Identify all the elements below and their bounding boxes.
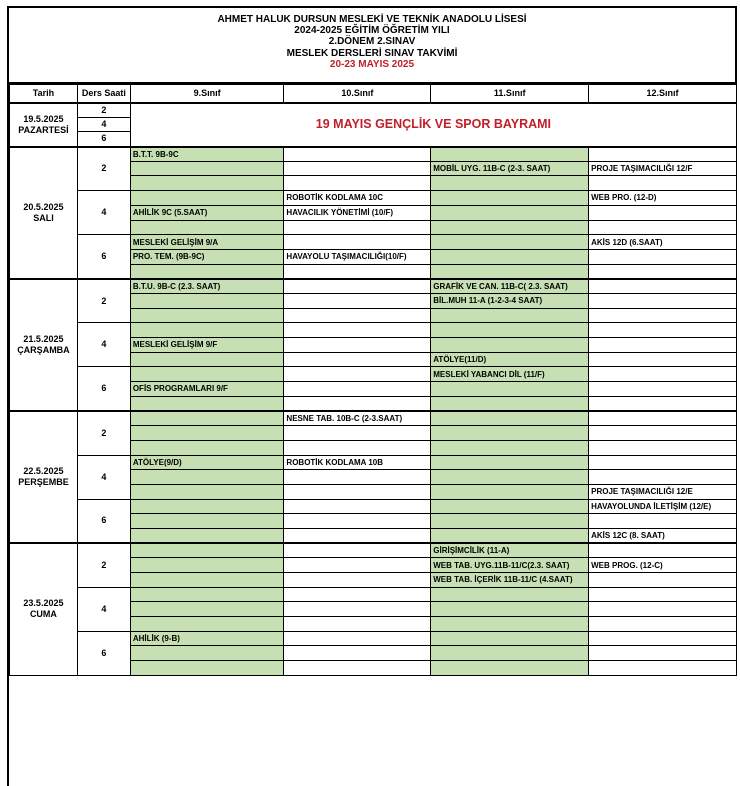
table-row <box>10 147 737 162</box>
exam-cell <box>431 631 589 646</box>
holiday-label: 19 MAYIS GENÇLİK VE SPOR BAYRAMI <box>130 103 736 147</box>
exam-cell <box>130 587 284 602</box>
exam-cell <box>284 528 431 543</box>
exam-cell <box>589 338 737 353</box>
lesson-hour-cell: 6 <box>77 235 130 279</box>
exam-cell: NESNE TAB. 10B-C (2-3.SAAT) <box>284 411 431 426</box>
exam-schedule-sheet <box>7 6 737 786</box>
column-header: 12.Sınıf <box>589 85 737 103</box>
exam-cell <box>589 205 737 220</box>
exam-cell <box>589 293 737 308</box>
exam-cell: GİRİŞİMCİLİK (11-A) <box>431 543 589 558</box>
exam-cell <box>589 661 737 676</box>
exam-cell <box>589 646 737 661</box>
day-name: CUMA <box>29 609 57 620</box>
exam-cell <box>431 514 589 529</box>
exam-cell <box>589 264 737 279</box>
exam-cell: AKİS 12C (8. SAAT) <box>589 528 737 543</box>
day-name: SALI <box>33 212 54 223</box>
exam-cell <box>589 455 737 470</box>
exam-cell <box>589 279 737 294</box>
date-cell <box>10 543 78 675</box>
lesson-hour-cell: 6 <box>77 367 130 411</box>
exam-cell <box>589 308 737 323</box>
exam-cell <box>589 323 737 338</box>
exam-cell <box>431 396 589 411</box>
exam-cell <box>130 528 284 543</box>
lesson-hour-cell: 4 <box>77 191 130 235</box>
exam-cell <box>431 382 589 397</box>
day-name: PERŞEMBE <box>18 477 69 488</box>
exam-cell <box>589 573 737 588</box>
exam-cell: AHİLİK (9-B) <box>130 631 284 646</box>
exam-cell <box>284 440 431 455</box>
exam-cell <box>589 352 737 367</box>
date-value: 22.5.2025 <box>23 466 64 477</box>
table-row <box>10 631 737 646</box>
exam-cell <box>284 264 431 279</box>
date-value: 21.5.2025 <box>23 333 64 344</box>
exam-cell <box>130 426 284 441</box>
date-cell <box>10 147 78 279</box>
exam-cell: AHİLİK 9C (5.SAAT) <box>130 205 284 220</box>
lesson-hour-cell: 4 <box>77 323 130 367</box>
exam-cell <box>589 631 737 646</box>
exam-cell <box>130 308 284 323</box>
column-header: Ders Saati <box>77 85 130 103</box>
exam-cell <box>284 631 431 646</box>
exam-cell <box>284 352 431 367</box>
exam-cell <box>431 470 589 485</box>
exam-cell <box>284 602 431 617</box>
exam-cell <box>130 176 284 191</box>
exam-cell <box>130 293 284 308</box>
exam-cell <box>589 411 737 426</box>
exam-cell <box>130 499 284 514</box>
exam-cell <box>284 470 431 485</box>
exam-cell <box>130 440 284 455</box>
column-header: Tarih <box>10 85 78 103</box>
exam-cell <box>284 587 431 602</box>
exam-cell: B.T.T. 9B-9C <box>130 147 284 162</box>
exam-cell <box>284 396 431 411</box>
exam-cell <box>284 426 431 441</box>
exam-cell <box>284 558 431 573</box>
exam-cell <box>431 499 589 514</box>
exam-cell <box>589 396 737 411</box>
exam-cell <box>589 514 737 529</box>
column-header: 11.Sınıf <box>431 85 589 103</box>
exam-cell <box>431 484 589 499</box>
exam-cell <box>431 646 589 661</box>
exam-cell <box>284 367 431 382</box>
exam-cell: GRAFİK VE CAN. 11B-C( 2.3. SAAT) <box>431 279 589 294</box>
schedule-header <box>9 8 737 84</box>
exam-dates: 20-23 MAYIS 2025 <box>329 58 415 70</box>
exam-cell: MESLEKİ YABANCI DİL (11/F) <box>431 367 589 382</box>
exam-cell: PROJE TAŞIMACILIĞI 12/F <box>589 161 737 176</box>
exam-cell <box>130 264 284 279</box>
day-name: PAZARTESİ <box>18 124 69 135</box>
exam-cell <box>130 161 284 176</box>
exam-cell <box>130 191 284 206</box>
exam-cell <box>431 147 589 162</box>
exam-cell <box>431 205 589 220</box>
exam-cell <box>130 470 284 485</box>
table-row <box>10 455 737 470</box>
exam-cell <box>589 440 737 455</box>
exam-cell <box>284 279 431 294</box>
exam-cell: WEB PROG. (12-C) <box>589 558 737 573</box>
lesson-hour-cell: 2 <box>77 103 130 118</box>
exam-cell <box>284 323 431 338</box>
lesson-hour-cell: 6 <box>77 631 130 675</box>
exam-cell <box>284 573 431 588</box>
exam-cell <box>431 323 589 338</box>
exam-cell <box>431 191 589 206</box>
lesson-hour-cell: 2 <box>77 279 130 323</box>
date-value: 19.5.2025 <box>23 113 64 124</box>
exam-cell <box>130 602 284 617</box>
exam-cell: WEB PRO. (12-D) <box>589 191 737 206</box>
exam-cell <box>284 338 431 353</box>
exam-cell <box>284 646 431 661</box>
exam-cell <box>284 543 431 558</box>
exam-cell <box>284 293 431 308</box>
exam-cell <box>284 147 431 162</box>
lesson-hour-cell: 6 <box>77 132 130 147</box>
table-row <box>10 587 737 602</box>
exam-cell <box>431 617 589 632</box>
exam-cell <box>284 161 431 176</box>
lesson-hour-cell: 4 <box>77 587 130 631</box>
exam-cell <box>431 264 589 279</box>
school-name: AHMET HALUK DURSUN MESLEKİ VE TEKNİK ANADOLU LİSESİ <box>217 14 527 25</box>
exam-cell: MOBİL UYG. 11B-C (2-3. SAAT) <box>431 161 589 176</box>
exam-cell: ATÖLYE(11/D) <box>431 352 589 367</box>
exam-cell: MESLEKİ GELİŞİM 9/A <box>130 235 284 250</box>
exam-cell <box>284 661 431 676</box>
schedule-table <box>9 84 737 676</box>
exam-cell <box>284 235 431 250</box>
exam-cell <box>284 382 431 397</box>
exam-cell: PROJE TAŞIMACILIĞI 12/E <box>589 484 737 499</box>
exam-cell <box>284 308 431 323</box>
schedule-title: MESLEK DERSLERİ SINAV TAKVİMİ <box>286 47 458 59</box>
exam-cell <box>431 587 589 602</box>
exam-cell: PRO. TEM. (9B-9C) <box>130 249 284 264</box>
column-header: 10.Sınıf <box>284 85 431 103</box>
exam-cell <box>589 176 737 191</box>
exam-cell <box>589 147 737 162</box>
exam-cell <box>589 249 737 264</box>
exam-cell <box>130 220 284 235</box>
lesson-hour-cell: 6 <box>77 499 130 543</box>
exam-cell <box>284 220 431 235</box>
exam-cell <box>130 367 284 382</box>
exam-cell <box>431 338 589 353</box>
exam-cell: MESLEKİ GELİŞİM 9/F <box>130 338 284 353</box>
exam-cell <box>431 411 589 426</box>
exam-cell <box>284 514 431 529</box>
exam-cell <box>589 602 737 617</box>
table-row <box>10 279 737 294</box>
exam-cell <box>589 426 737 441</box>
exam-cell <box>431 602 589 617</box>
lesson-hour-cell: 4 <box>77 117 130 132</box>
exam-cell: ROBOTİK KODLAMA 10B <box>284 455 431 470</box>
table-row <box>10 191 737 206</box>
date-value: 20.5.2025 <box>23 201 64 212</box>
term-label: 2.DÖNEM 2.SINAV <box>328 36 416 48</box>
exam-cell <box>130 661 284 676</box>
lesson-hour-cell: 2 <box>77 543 130 587</box>
exam-cell <box>130 396 284 411</box>
exam-cell <box>589 367 737 382</box>
exam-cell <box>284 499 431 514</box>
exam-cell <box>130 543 284 558</box>
exam-cell <box>589 587 737 602</box>
exam-cell <box>130 646 284 661</box>
exam-cell <box>431 176 589 191</box>
table-row <box>10 235 737 250</box>
exam-cell <box>284 176 431 191</box>
day-name: ÇARŞAMBA <box>17 344 70 355</box>
exam-cell <box>431 455 589 470</box>
table-row <box>10 543 737 558</box>
exam-cell <box>130 411 284 426</box>
exam-cell <box>130 514 284 529</box>
exam-cell <box>284 617 431 632</box>
exam-cell <box>431 249 589 264</box>
lesson-hour-cell: 2 <box>77 411 130 455</box>
date-cell <box>10 103 78 147</box>
exam-cell: AKİS 12D (6.SAAT) <box>589 235 737 250</box>
date-value: 23.5.2025 <box>23 598 64 609</box>
exam-cell <box>431 528 589 543</box>
lesson-hour-cell: 4 <box>77 455 130 499</box>
exam-cell <box>431 235 589 250</box>
exam-cell <box>431 440 589 455</box>
exam-cell <box>431 426 589 441</box>
exam-cell <box>130 323 284 338</box>
table-row <box>10 367 737 382</box>
exam-cell <box>431 661 589 676</box>
date-cell <box>10 279 78 411</box>
exam-cell <box>130 573 284 588</box>
exam-cell <box>589 617 737 632</box>
exam-cell: BİL.MUH 11-A (1-2-3-4 SAAT) <box>431 293 589 308</box>
lesson-hour-cell: 2 <box>77 147 130 191</box>
exam-cell <box>130 352 284 367</box>
table-row <box>10 499 737 514</box>
exam-cell <box>284 484 431 499</box>
exam-cell <box>431 220 589 235</box>
date-cell <box>10 411 78 543</box>
exam-cell: HAVAYOLUNDA İLETİŞİM (12/E) <box>589 499 737 514</box>
exam-cell: OFİS PROGRAMLARI 9/F <box>130 382 284 397</box>
header-row <box>10 85 737 103</box>
exam-cell: HAVACILIK YÖNETİMİ (10/F) <box>284 205 431 220</box>
exam-cell <box>589 382 737 397</box>
exam-cell <box>589 220 737 235</box>
exam-cell: B.T.U. 9B-C (2.3. SAAT) <box>130 279 284 294</box>
exam-cell: WEB TAB. UYG.11B-11/C(2.3. SAAT) <box>431 558 589 573</box>
exam-cell <box>130 484 284 499</box>
table-row <box>10 411 737 426</box>
exam-cell <box>589 543 737 558</box>
academic-year: 2024-2025 EĞİTİM ÖĞRETİM YILI <box>294 25 450 37</box>
exam-cell: HAVAYOLU TAŞIMACILIĞI(10/F) <box>284 249 431 264</box>
exam-cell <box>130 558 284 573</box>
exam-cell: ATÖLYE(9/D) <box>130 455 284 470</box>
exam-cell: ROBOTİK KODLAMA 10C <box>284 191 431 206</box>
exam-cell: WEB TAB. İÇERİK 11B-11/C (4.SAAT) <box>431 573 589 588</box>
exam-cell <box>431 308 589 323</box>
exam-cell <box>130 617 284 632</box>
exam-cell <box>589 470 737 485</box>
table-row <box>10 323 737 338</box>
column-header: 9.Sınıf <box>130 85 284 103</box>
